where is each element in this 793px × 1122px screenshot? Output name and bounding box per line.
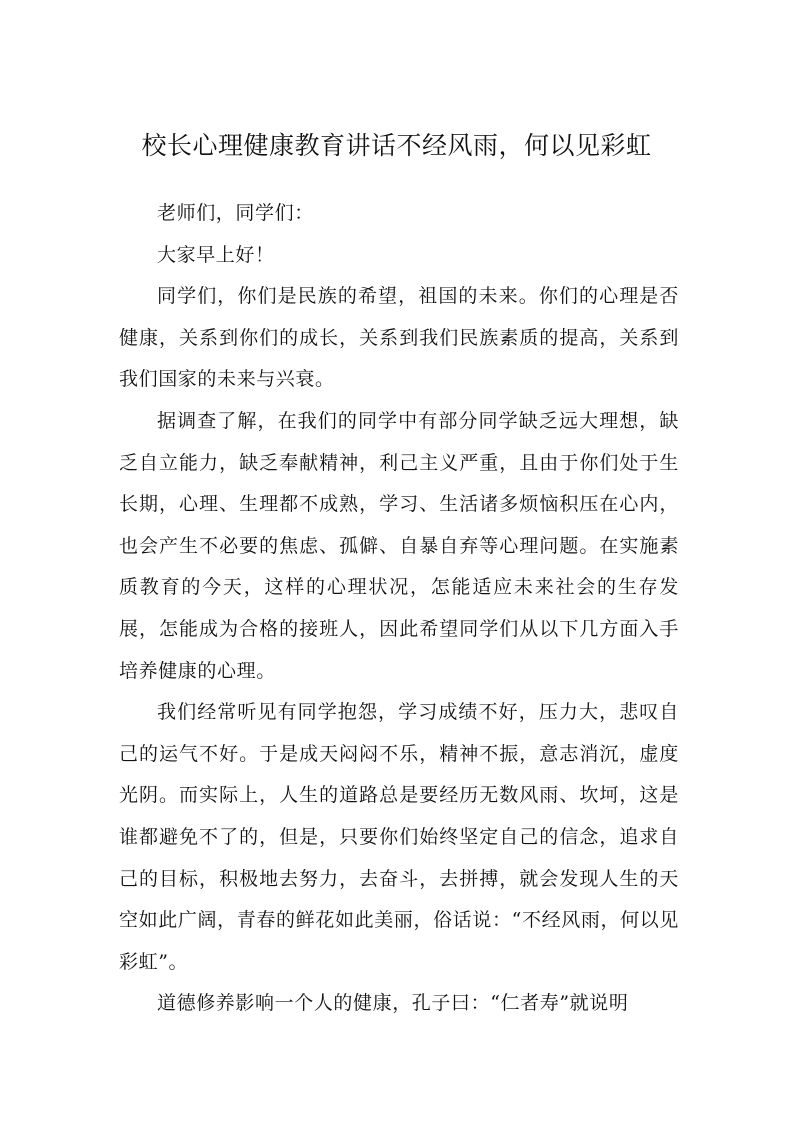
- paragraph-morality: 道德修养影响一个人的健康，孔子曰：“仁者寿”就说明: [157, 992, 629, 1015]
- paragraph-survey: 据调查了解，在我们的同学中有部分同学缺乏远大理想，缺乏自立能力，缺乏奉献精神，利己主义严重，且由于你们处于生长期，心理、生理都不成熟，学习、生活诸多烦恼积压在心内，也会产生不必要的焦虑、孤僻、自暴自弃等心理问题。在实施素质教育的今天，这样的心理状况，怎能适应未来社会的生存发展，怎能成为合格的接班人，因此希望同学们从以下几方面入手培养健康的心理。: [119, 409, 679, 682]
- document-title: 校长心理健康教育讲话不经风雨，何以见彩虹: [141, 131, 652, 160]
- paragraph-hope: 同学们，你们是民族的希望，祖国的未来。你们的心理是否健康，关系到你们的成长，关系到我们民族素质的提高，关系到我们国家的未来与兴衰。: [119, 285, 679, 391]
- paragraph-greeting: 老师们，同学们：: [157, 202, 314, 224]
- paragraph-good-morning: 大家早上好！: [157, 243, 275, 266]
- paragraph-complaints: 我们经常听见有同学抱怨，学习成绩不好，压力大，悲叹自己的运气不好。于是成天闷闷不乐，精神不振，意志消沉，虚度光阴。而实际上，人生的道路总是要经历无数风雨、坎坷，这是谁都避免不了的，但是，只要你们始终坚定自己的信念，追求自己的目标，积极地去努力，去奋斗，去拼搏，就会发现人生的天空如此广阔，青春的鲜花如此美丽，俗话说：“不经风雨，何以见彩虹”。: [119, 701, 679, 973]
- document-body: [119, 193, 679, 1025]
